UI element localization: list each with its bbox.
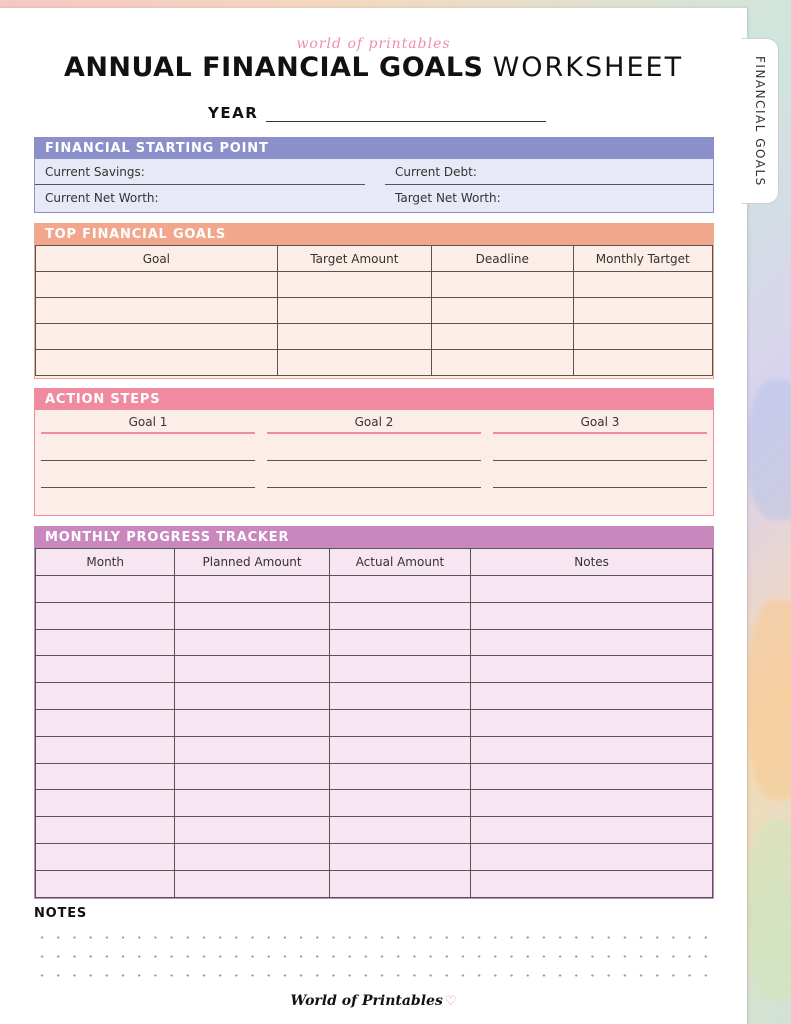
table-cell[interactable] xyxy=(471,817,713,844)
table-cell[interactable] xyxy=(36,790,175,817)
table-row xyxy=(36,602,713,629)
table-cell[interactable] xyxy=(36,683,175,710)
top-goals-body xyxy=(36,272,713,376)
starting-point-heading: FINANCIAL STARTING POINT xyxy=(34,137,714,159)
table-cell[interactable] xyxy=(36,709,175,736)
table-cell[interactable] xyxy=(175,629,329,656)
table-cell[interactable] xyxy=(36,817,175,844)
table-cell[interactable] xyxy=(329,843,470,870)
column-header: Planned Amount xyxy=(175,549,329,576)
table-row xyxy=(36,350,713,376)
action-step-line[interactable] xyxy=(267,461,481,488)
table-cell[interactable] xyxy=(277,298,431,324)
table-row xyxy=(36,272,713,298)
brand-script: world of printables xyxy=(296,36,451,52)
table-cell[interactable] xyxy=(36,656,175,683)
action-steps-section xyxy=(34,388,714,516)
table-cell[interactable] xyxy=(329,656,470,683)
table-cell[interactable] xyxy=(329,602,470,629)
table-cell[interactable] xyxy=(329,870,470,897)
column-header: Monthly Tartget xyxy=(573,246,712,272)
table-cell[interactable] xyxy=(36,870,175,897)
top-goals-section xyxy=(34,223,714,379)
table-cell[interactable] xyxy=(432,272,573,298)
title-bold: ANNUAL FINANCIAL GOALS xyxy=(63,52,484,83)
table-cell[interactable] xyxy=(329,576,470,603)
table-cell[interactable] xyxy=(36,602,175,629)
column-header: Actual Amount xyxy=(329,549,470,576)
table-cell[interactable] xyxy=(432,324,573,350)
year-input-line[interactable] xyxy=(266,107,546,122)
column-header: Target Amount xyxy=(277,246,431,272)
table-cell[interactable] xyxy=(36,843,175,870)
table-row xyxy=(36,576,713,603)
table-cell[interactable] xyxy=(432,298,573,324)
table-cell[interactable] xyxy=(329,790,470,817)
table-cell[interactable] xyxy=(471,790,713,817)
table-cell[interactable] xyxy=(277,324,431,350)
table-header-row xyxy=(36,549,713,576)
year-label: YEAR xyxy=(208,104,259,122)
top-goals-table xyxy=(35,245,713,376)
table-cell[interactable] xyxy=(175,602,329,629)
table-cell[interactable] xyxy=(36,629,175,656)
current-net-worth-field[interactable]: Current Net Worth: xyxy=(45,191,159,205)
table-cell[interactable] xyxy=(36,350,278,376)
table-row xyxy=(36,870,713,897)
table-cell[interactable] xyxy=(471,602,713,629)
tracker-heading: MONTHLY PROGRESS TRACKER xyxy=(34,526,714,548)
action-step-line[interactable] xyxy=(493,434,707,461)
table-cell[interactable] xyxy=(175,656,329,683)
table-cell[interactable] xyxy=(471,656,713,683)
starting-point-section xyxy=(34,137,714,213)
table-row xyxy=(36,298,713,324)
table-cell[interactable] xyxy=(277,350,431,376)
title-light: WORKSHEET xyxy=(492,52,684,83)
table-row xyxy=(36,324,713,350)
table-row xyxy=(36,817,713,844)
action-goal-label: Goal 2 xyxy=(267,410,481,434)
table-row xyxy=(36,656,713,683)
heart-icon: ♡ xyxy=(444,994,457,1009)
table-cell[interactable] xyxy=(36,736,175,763)
table-cell[interactable] xyxy=(175,870,329,897)
table-cell[interactable] xyxy=(471,736,713,763)
table-cell[interactable] xyxy=(573,324,712,350)
table-cell[interactable] xyxy=(175,683,329,710)
table-row xyxy=(36,629,713,656)
action-goal-label: Goal 3 xyxy=(493,410,707,434)
action-goal-column xyxy=(41,410,255,488)
tracker-section xyxy=(34,526,714,899)
table-cell[interactable] xyxy=(329,763,470,790)
table-row xyxy=(36,709,713,736)
current-savings-field[interactable]: Current Savings: xyxy=(35,159,365,185)
table-cell[interactable] xyxy=(329,683,470,710)
starting-point-row xyxy=(35,159,713,185)
footer-brand-text: World of Printables xyxy=(290,993,443,1009)
notes-dot-grid[interactable] xyxy=(34,928,714,990)
current-debt-field[interactable]: Current Debt: xyxy=(385,159,713,185)
table-cell[interactable] xyxy=(471,843,713,870)
footer-brand xyxy=(0,993,747,1009)
table-row xyxy=(36,763,713,790)
action-steps-heading: ACTION STEPS xyxy=(34,388,714,410)
table-cell[interactable] xyxy=(36,324,278,350)
table-cell[interactable] xyxy=(471,683,713,710)
column-header: Goal xyxy=(36,246,278,272)
column-header: Month xyxy=(36,549,175,576)
target-net-worth-field[interactable]: Target Net Worth: xyxy=(395,191,501,205)
action-step-line[interactable] xyxy=(267,434,481,461)
table-cell[interactable] xyxy=(175,817,329,844)
table-cell[interactable] xyxy=(471,576,713,603)
table-cell[interactable] xyxy=(573,298,712,324)
background-shape xyxy=(748,380,791,520)
table-cell[interactable] xyxy=(36,763,175,790)
column-header: Deadline xyxy=(432,246,573,272)
tracker-body xyxy=(36,576,713,898)
starting-point-row xyxy=(35,185,713,211)
table-cell[interactable] xyxy=(36,298,278,324)
table-cell[interactable] xyxy=(432,350,573,376)
table-header-row xyxy=(36,246,713,272)
action-goal-column xyxy=(267,410,481,488)
table-cell[interactable] xyxy=(329,709,470,736)
action-goal-label: Goal 1 xyxy=(41,410,255,434)
table-row xyxy=(36,736,713,763)
side-tab-label: FINANCIAL GOALS xyxy=(753,55,767,187)
table-cell[interactable] xyxy=(36,576,175,603)
action-step-line[interactable] xyxy=(41,434,255,461)
table-row xyxy=(36,790,713,817)
page-title xyxy=(0,52,747,83)
table-cell[interactable] xyxy=(329,629,470,656)
table-cell[interactable] xyxy=(36,272,278,298)
table-row xyxy=(36,683,713,710)
table-cell[interactable] xyxy=(277,272,431,298)
table-cell[interactable] xyxy=(329,817,470,844)
table-row xyxy=(36,843,713,870)
side-tab[interactable] xyxy=(742,38,779,204)
table-cell[interactable] xyxy=(175,709,329,736)
table-cell[interactable] xyxy=(573,350,712,376)
table-cell[interactable] xyxy=(175,790,329,817)
table-cell[interactable] xyxy=(573,272,712,298)
table-cell[interactable] xyxy=(471,629,713,656)
tracker-table xyxy=(35,548,713,898)
table-cell[interactable] xyxy=(471,709,713,736)
table-cell[interactable] xyxy=(175,576,329,603)
table-cell[interactable] xyxy=(471,763,713,790)
action-step-line[interactable] xyxy=(493,461,707,488)
top-goals-heading: TOP FINANCIAL GOALS xyxy=(34,223,714,245)
table-cell[interactable] xyxy=(175,763,329,790)
column-header: Notes xyxy=(471,549,713,576)
notes-label: NOTES xyxy=(34,906,88,921)
table-cell[interactable] xyxy=(471,870,713,897)
table-cell[interactable] xyxy=(175,736,329,763)
table-cell[interactable] xyxy=(175,843,329,870)
year-row xyxy=(208,104,546,122)
action-goal-column xyxy=(493,410,707,488)
background-shape xyxy=(748,600,791,800)
action-step-line[interactable] xyxy=(41,461,255,488)
background-shape xyxy=(748,820,791,1000)
table-cell[interactable] xyxy=(329,736,470,763)
